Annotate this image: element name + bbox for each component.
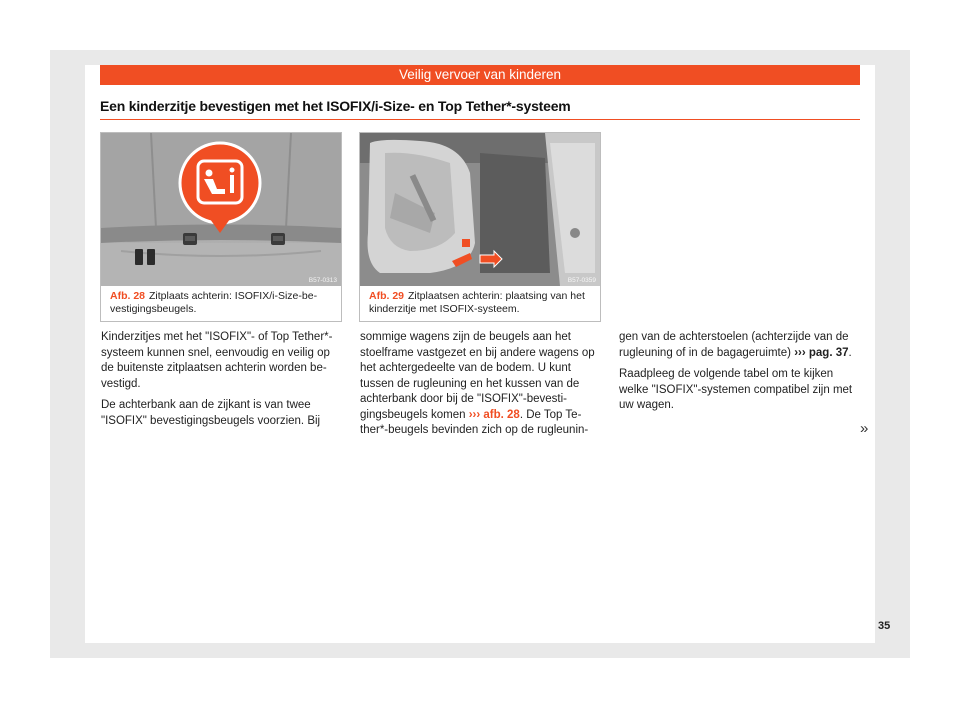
figure-29-caption-text: Zitplaatsen achterin: plaatsing van het kinderzitje met ISOFIX-systeem.: [369, 290, 585, 315]
text-column-1: [101, 330, 341, 435]
section-title: Een kinderzitje bevestigen met het ISOFIX/i-Size- en Top Tether*-systeem: [100, 98, 571, 114]
figure-28-number: Afb. 28: [110, 290, 146, 302]
page-37-reference-link[interactable]: ››› pag. 37: [794, 346, 849, 359]
figure-28-caption-text: Zitplaats achterin: ISOFIX/i-Size-be-vestigingsbeugels.: [110, 290, 318, 315]
page-number: 35: [878, 620, 891, 632]
figure-29: [359, 132, 601, 322]
col3-text-a: gen van de achterstoelen (achterzijde van de rugleuning of in de bagageruimte): [619, 331, 849, 359]
title-divider: [100, 119, 860, 120]
col2-text-b: . De Top Te-ther*-beugels bevinden zich op de rugleunin-: [360, 408, 589, 436]
chapter-banner: Veilig vervoer van kinderen: [100, 65, 860, 85]
col3-paragraph-2: Raadpleeg de volgende tabel om te kijken welke "ISOFIX"-systemen compatibel zijn met uw wagen.: [619, 368, 853, 411]
col2-text-a: sommige wagens zijn de beugels aan het stoelframe vastgezet en bij andere wagens op het achtergedeelte van de bodem. U kunt tussen de rugleuning en het kussen van de achterbank door bij de "ISOFIX"-bevesti-gingsbeugels komen: [360, 331, 595, 421]
figure-29-caption: [369, 290, 597, 316]
col1-paragraph-2: De achterbank aan de zijkant is van twee "ISOFIX" bevestigingsbeugels voorzien. Bij: [101, 399, 321, 427]
figure-28: [100, 132, 342, 322]
col1-paragraph-1: Kinderzitjes met het "ISOFIX"- of Top Tether*-systeem kunnen snel, eenvoudig en veilig op de buitenste zitplaatsen achterin worden be-vestigd.: [101, 331, 333, 390]
figure-28-code: B57-0313: [308, 277, 337, 284]
figure-29-image: [360, 133, 600, 286]
figure-28-reference-link[interactable]: ››› afb. 28: [468, 408, 520, 421]
rear-seat-illustration: [101, 133, 341, 286]
continue-arrow-icon: »: [860, 420, 869, 437]
col3-paragraph-1: [619, 330, 859, 361]
figure-28-image: [101, 133, 341, 286]
figure-28-caption: [110, 290, 338, 316]
figure-29-number: Afb. 29: [369, 290, 405, 302]
text-column-3: [619, 330, 859, 420]
figure-29-code: B57-0359: [567, 277, 596, 284]
child-seat-illustration: [360, 133, 600, 286]
col2-paragraph-1: [360, 330, 600, 439]
text-column-2: [360, 330, 600, 445]
col3-text-b: .: [848, 346, 852, 359]
